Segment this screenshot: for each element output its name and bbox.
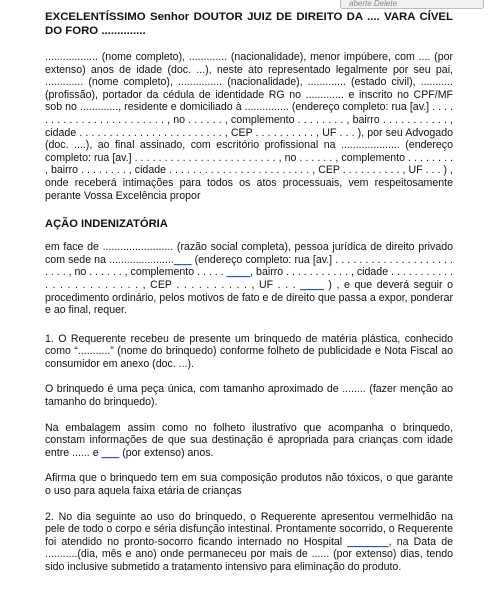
paragraph-5-text-2: , na Data de ...........(dia, mês e ano) onde permaneceu por mais de ...... (por extenso) dias, tendo sido inclusive submetido a tratamento intensivo para eliminação do produto. <box>45 535 453 573</box>
toolbar-hint <box>340 0 484 9</box>
section-title: AÇÃO INDENIZATÓRIA <box>45 218 168 231</box>
paragraph-1: 1. O Requerente recebeu de presente um brinquedo de matéria plástica, conhecido como “...........” (nome do brinquedo) conforme folheto de publicidade e Nota Fiscal ao consumidor em anexo (doc. ...). <box>45 332 453 370</box>
defendant-text-4: ) , e que deverá seguir o procedimento ordinário, pelos motivos de fato e de direito que passa a expor, ponderar e ao final, requer. <box>45 278 453 317</box>
paragraph-3-text-2: (por extenso) anos. <box>122 446 214 459</box>
qualification-paragraph: .................. (nome completo), ............. (nacionalidade), menor impúbere, com .... (por extenso) anos de idade (doc. ...), neste ato representado legalmente por seu pai, ............. (nome completo), ............... (nacionalidade), ............. (estado civil), ........... (profissão), portador da cédula de identidade RG no ............. e inscrito no CPF/MF sob no ............., residente e domiciliado à ............... (endereço completo: rua [av.] . . . . . . . . . . . . . . . . . . . . . . . . , no . . . . . . , complemento . . . . . . . . , bairro . . . . . . . . . . . , cidade . . . . . . . . . . . . . . . . . . . . . . . . , CEP . . . . . . . . . . , UF . . . ), por seu Advogado (doc. ....), ao final assinado, com escritório profissional na .................... (endereço completo: rua [av.] . . . . . . . . . . . . . . . . . . . . . . . . , no . . . . . . , complemento . . . . . . . . , bairro . . . . . . . . , cidade . . . . . . . . . . . . . . . . . . . . . . . . , CEP . . . . . . . . . . , UF . . . ) , onde receberá intimações para todos os atos processuais, vem respeitosamente perante Vossa Excelência propor <box>45 51 453 202</box>
toolbar-hint-text: aberte Delete <box>349 0 398 8</box>
blank-field[interactable]: ____ <box>300 278 324 291</box>
blank-field[interactable]: _______ <box>347 535 389 548</box>
defendant-paragraph <box>45 241 453 317</box>
paragraph-4: Afirma que o brinquedo tem em sua composição produtos não tóxicos, o que garante o uso para aquela faixa etária de crianças <box>45 472 453 498</box>
paragraph-2: O brinquedo é uma peça única, com tamanho aproximado de ........ (fazer menção ao tamanho do brinquedo). <box>45 383 453 409</box>
defendant-text-1: em face de ........................ (razão social completa), pessoa jurídica de direito privado com sede na ...................... <box>45 241 453 266</box>
paragraph-5 <box>45 511 453 574</box>
defendant-text-3: , bairro . . . . . . . . . . . , cidade . . . . . . . . . . . . . . . . . . . . . . . . , CEP . . . . . . . . . . , UF . . . <box>45 266 453 291</box>
paragraph-3 <box>45 422 453 460</box>
blank-field[interactable]: ___ <box>101 446 120 459</box>
blank-field[interactable]: ___ <box>173 253 192 266</box>
document-page <box>45 10 453 574</box>
paragraph-3-text-1: Na embalagem assim como no folheto ilustrativo que acompanha o brinquedo, constam informações de que sua destinação é apropriada para crianças com idade entre ...... e <box>45 421 453 459</box>
defendant-text-2: (endereço completo: rua [av.] . . . . . . . . . . . . . . . . . . . . . . . . , no . . . . . . , complemento . . . . . <box>45 253 453 279</box>
blank-field[interactable]: ____ <box>226 266 251 279</box>
document-heading: EXCELENTÍSSIMO Senhor DOUTOR JUIZ DE DIREITO DA .... VARA CÍVEL DO FORO .............. <box>45 11 453 37</box>
paragraph-5-text-1: 2. No dia seguinte ao uso do brinquedo, o Requerente apresentou vermelhidão na pele de todo o corpo e séria disfunção intestinal. Prontamente socorrido, o Requerente foi atendido no pronto-socorro ficando internado no Hospital <box>45 510 453 548</box>
